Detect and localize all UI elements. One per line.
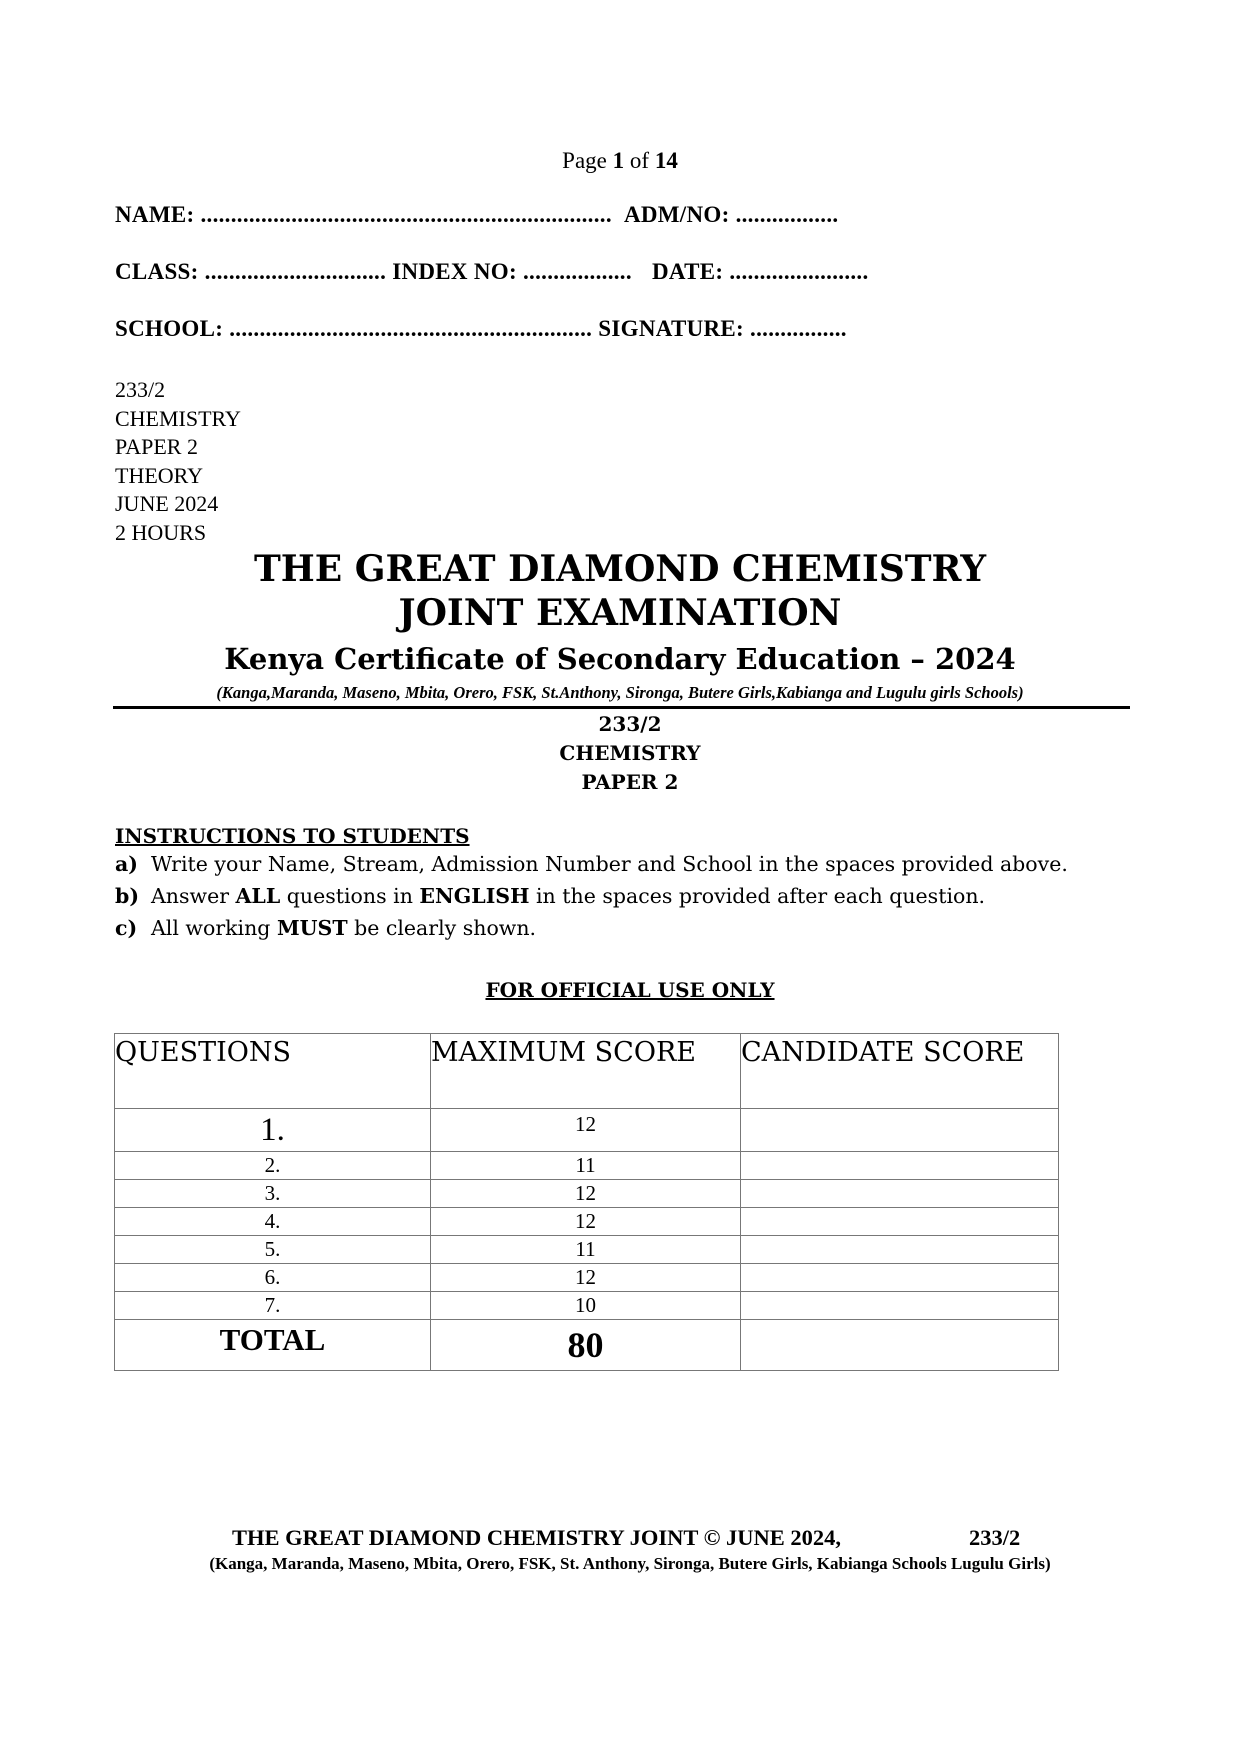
instruction-label: c) <box>115 916 138 940</box>
instruction-emphasis: ALL <box>235 884 281 908</box>
candidate-total-cell[interactable] <box>741 1320 1059 1371</box>
instruction-text: questions in <box>280 884 420 908</box>
question-number: 4. <box>115 1208 431 1236</box>
instruction-text: Answer <box>151 884 236 908</box>
table-row <box>115 1152 1059 1180</box>
name-field[interactable]: NAME: .................................................................... <box>115 202 612 227</box>
instruction-text: Write your Name, Stream, Admission Number and School in the spaces provided above. <box>151 852 1068 876</box>
footer-text: THE GREAT DIAMOND CHEMISTRY JOINT © JUNE 2024, <box>232 1525 842 1550</box>
table-row <box>115 1109 1059 1152</box>
table-row <box>115 1236 1059 1264</box>
maximum-score: 12 <box>431 1109 741 1152</box>
maximum-score: 12 <box>431 1208 741 1236</box>
question-number: 6. <box>115 1264 431 1292</box>
paper-number: PAPER 2 <box>581 770 679 794</box>
meta-type: THEORY <box>115 462 203 488</box>
date-field[interactable]: DATE: ....................... <box>651 259 869 284</box>
candidate-score-cell[interactable] <box>741 1208 1059 1236</box>
candidate-score-cell[interactable] <box>741 1264 1059 1292</box>
divider <box>113 706 1130 709</box>
meta-code: 233/2 <box>115 377 166 402</box>
maximum-score: 11 <box>431 1152 741 1180</box>
total-label: TOTAL <box>115 1320 431 1371</box>
maximum-score: 12 <box>431 1180 741 1208</box>
instruction-label: b) <box>115 884 140 908</box>
instruction-emphasis: MUST <box>276 916 348 940</box>
page-prefix: Page <box>562 148 607 173</box>
page-of: of <box>629 148 650 173</box>
question-number: 3. <box>115 1180 431 1208</box>
footer-title <box>232 1525 1021 1551</box>
page-total: 14 <box>654 148 678 173</box>
instruction-c <box>115 916 536 940</box>
school-field[interactable]: SCHOOL: ............................................................ <box>115 316 593 341</box>
header-questions: QUESTIONS <box>115 1034 431 1109</box>
exam-subtitle: Kenya Certificate of Secondary Education – 2024 <box>224 642 1016 676</box>
paper-code: 233/2 <box>598 712 662 736</box>
score-table <box>114 1033 1059 1371</box>
question-number: 5. <box>115 1236 431 1264</box>
header-candidate-score: CANDIDATE SCORE <box>741 1034 1059 1109</box>
signature-field[interactable]: SIGNATURE: ................ <box>598 316 847 341</box>
table-header-row <box>115 1034 1059 1109</box>
paper-subject: CHEMISTRY <box>559 741 701 765</box>
table-row <box>115 1180 1059 1208</box>
candidate-score-cell[interactable] <box>741 1180 1059 1208</box>
page-current: 1 <box>612 148 625 173</box>
instruction-b <box>115 884 985 908</box>
candidate-score-cell[interactable] <box>741 1236 1059 1264</box>
total-value: 80 <box>431 1320 741 1371</box>
question-number: 2. <box>115 1152 431 1180</box>
meta-paper: PAPER 2 <box>115 434 198 459</box>
footer-schools: (Kanga, Maranda, Maseno, Mbita, Orero, FSK, St. Anthony, Sironga, Butere Girls, Kabianga Schools Lugulu Girls) <box>209 1554 1051 1573</box>
table-row <box>115 1208 1059 1236</box>
maximum-score: 11 <box>431 1236 741 1264</box>
question-number: 7. <box>115 1292 431 1320</box>
adm-no-field[interactable]: ADM/NO: ................. <box>623 202 839 227</box>
index-no-field[interactable]: INDEX NO: .................. <box>392 259 632 284</box>
footer-code: 233/2 <box>969 1525 1021 1550</box>
question-number: 1. <box>115 1109 431 1152</box>
table-total-row <box>115 1320 1059 1371</box>
candidate-score-cell[interactable] <box>741 1109 1059 1152</box>
exam-title-line2: JOINT EXAMINATION <box>398 592 842 634</box>
maximum-score: 10 <box>431 1292 741 1320</box>
instruction-emphasis: ENGLISH <box>419 884 530 908</box>
official-use-heading: FOR OFFICIAL USE ONLY <box>485 978 775 1002</box>
table-row <box>115 1292 1059 1320</box>
meta-duration: 2 HOURS <box>115 519 207 545</box>
candidate-score-cell[interactable] <box>741 1152 1059 1180</box>
instructions-heading: INSTRUCTIONS TO STUDENTS <box>115 824 470 848</box>
participating-schools: (Kanga,Maranda, Maseno, Mbita, Orero, FSK, St.Anthony, Sironga, Butere Girls,Kabianga and Lugulu girls Schools) <box>216 683 1024 702</box>
school-row <box>115 316 1075 342</box>
header-maximum-score: MAXIMUM SCORE <box>431 1034 741 1109</box>
meta-date: JUNE 2024 <box>115 491 219 516</box>
instruction-label: a) <box>115 852 138 876</box>
name-row <box>115 202 1075 228</box>
candidate-score-cell[interactable] <box>741 1292 1059 1320</box>
page-number <box>0 148 1240 174</box>
class-row <box>115 259 1075 285</box>
exam-title-line1: THE GREAT DIAMOND CHEMISTRY <box>253 548 987 590</box>
paper-meta <box>115 376 241 547</box>
class-field[interactable]: CLASS: .............................. <box>115 259 387 284</box>
meta-subject: CHEMISTRY <box>115 405 241 431</box>
instruction-text: be clearly shown. <box>347 916 537 940</box>
instruction-text: All working <box>151 916 277 940</box>
maximum-score: 12 <box>431 1264 741 1292</box>
instruction-a <box>115 852 1068 876</box>
instruction-text: in the spaces provided after each question. <box>529 884 986 908</box>
table-row <box>115 1264 1059 1292</box>
